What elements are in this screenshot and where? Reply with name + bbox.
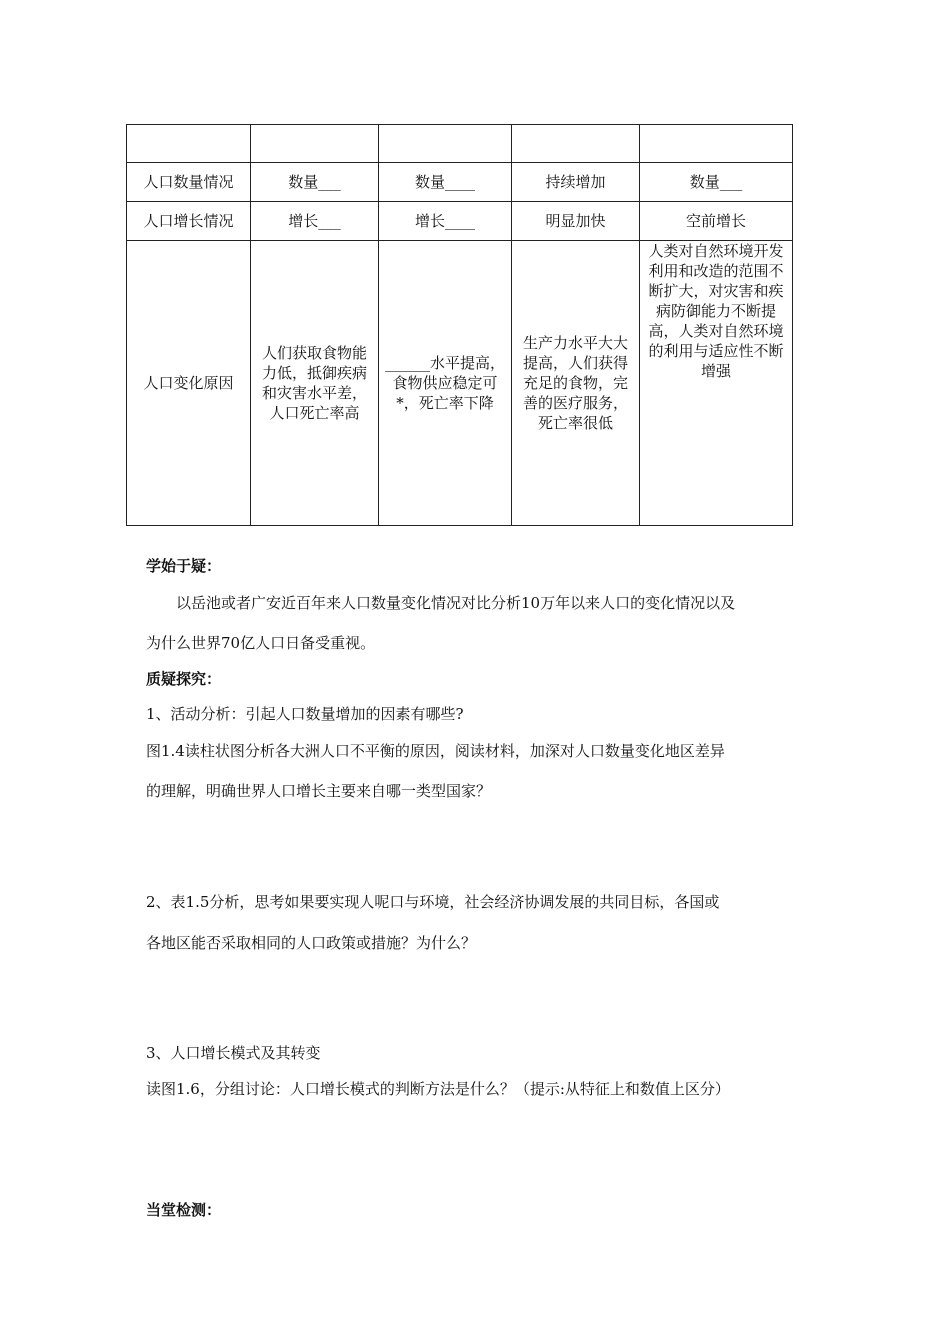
row-label: 人口数量情况 [127,163,251,202]
table-cell: 增长___ [251,202,379,241]
table-cell: 人们获取食物能力低，抵御疾病和灾害水平差，人口死亡率高 [251,241,379,526]
row-label: 人口变化原因 [127,241,251,526]
paragraph-line: 读图1.6，分组讨论：人口增长模式的判断方法是什么？（提示:从特征上和数值上区分） [146,1080,730,1098]
table-cell: 持续增加 [512,163,640,202]
table-cell: 数量____ [379,163,512,202]
section-title-xueshiyuyi: 学始于疑： [146,557,222,575]
paragraph-line: 各地区能否采取相同的人口政策或措施？为什么？ [146,934,477,952]
table-cell: 生产力水平大大提高，人们获得充足的食物，完善的医疗服务，死亡率很低 [512,241,640,526]
table-cell: 增长____ [379,202,512,241]
question-title: 1、活动分析：引起人口数量增加的因素有哪些? [146,705,464,723]
section-title-zhiyitanjiu: 质疑探究： [146,670,222,688]
header-cell [127,125,251,163]
header-cell [512,125,640,163]
table-header-row [127,125,793,163]
paragraph-line: 以岳池或者广安近百年来人口数量变化情况对比分析10万年以来人口的变化情况以及 [176,594,736,612]
paragraph-line: 的理解，明确世界人口增长主要来自哪一类型国家？ [146,782,492,800]
paragraph-line: 为什么世界70亿人口日备受重视。 [146,634,376,652]
header-cell [251,125,379,163]
header-cell [379,125,512,163]
table-cell: 明显加快 [512,202,640,241]
row-label: 人口增长情况 [127,202,251,241]
header-cell [640,125,793,163]
table-cell: 数量___ [251,163,379,202]
table-cell: 数量___ [640,163,793,202]
question-title: 3、人口增长模式及其转变 [146,1044,321,1062]
population-stage-table [126,124,793,526]
table-row [127,202,793,241]
table-cell: 人类对自然环境开发利用和改造的范围不断扩大，对灾害和疾病防御能力不断提高，人类对自然环境的利用与适应性不断增强 [640,241,793,526]
table-row [127,241,793,526]
section-title-dangtangjiance: 当堂检测： [146,1201,222,1219]
question-title: 2、表1.5分析，思考如果要实现人呢口与环境，社会经济协调发展的共同目标，各国或 [146,893,720,911]
table-row [127,163,793,202]
paragraph-line: 图1.4读柱状图分析各大洲人口不平衡的原因，阅读材料，加深对人口数量变化地区差异 [146,742,725,760]
table-cell: ______水平提高，食物供应稳定可*，死亡率下降 [379,241,512,526]
table-cell: 空前增长 [640,202,793,241]
